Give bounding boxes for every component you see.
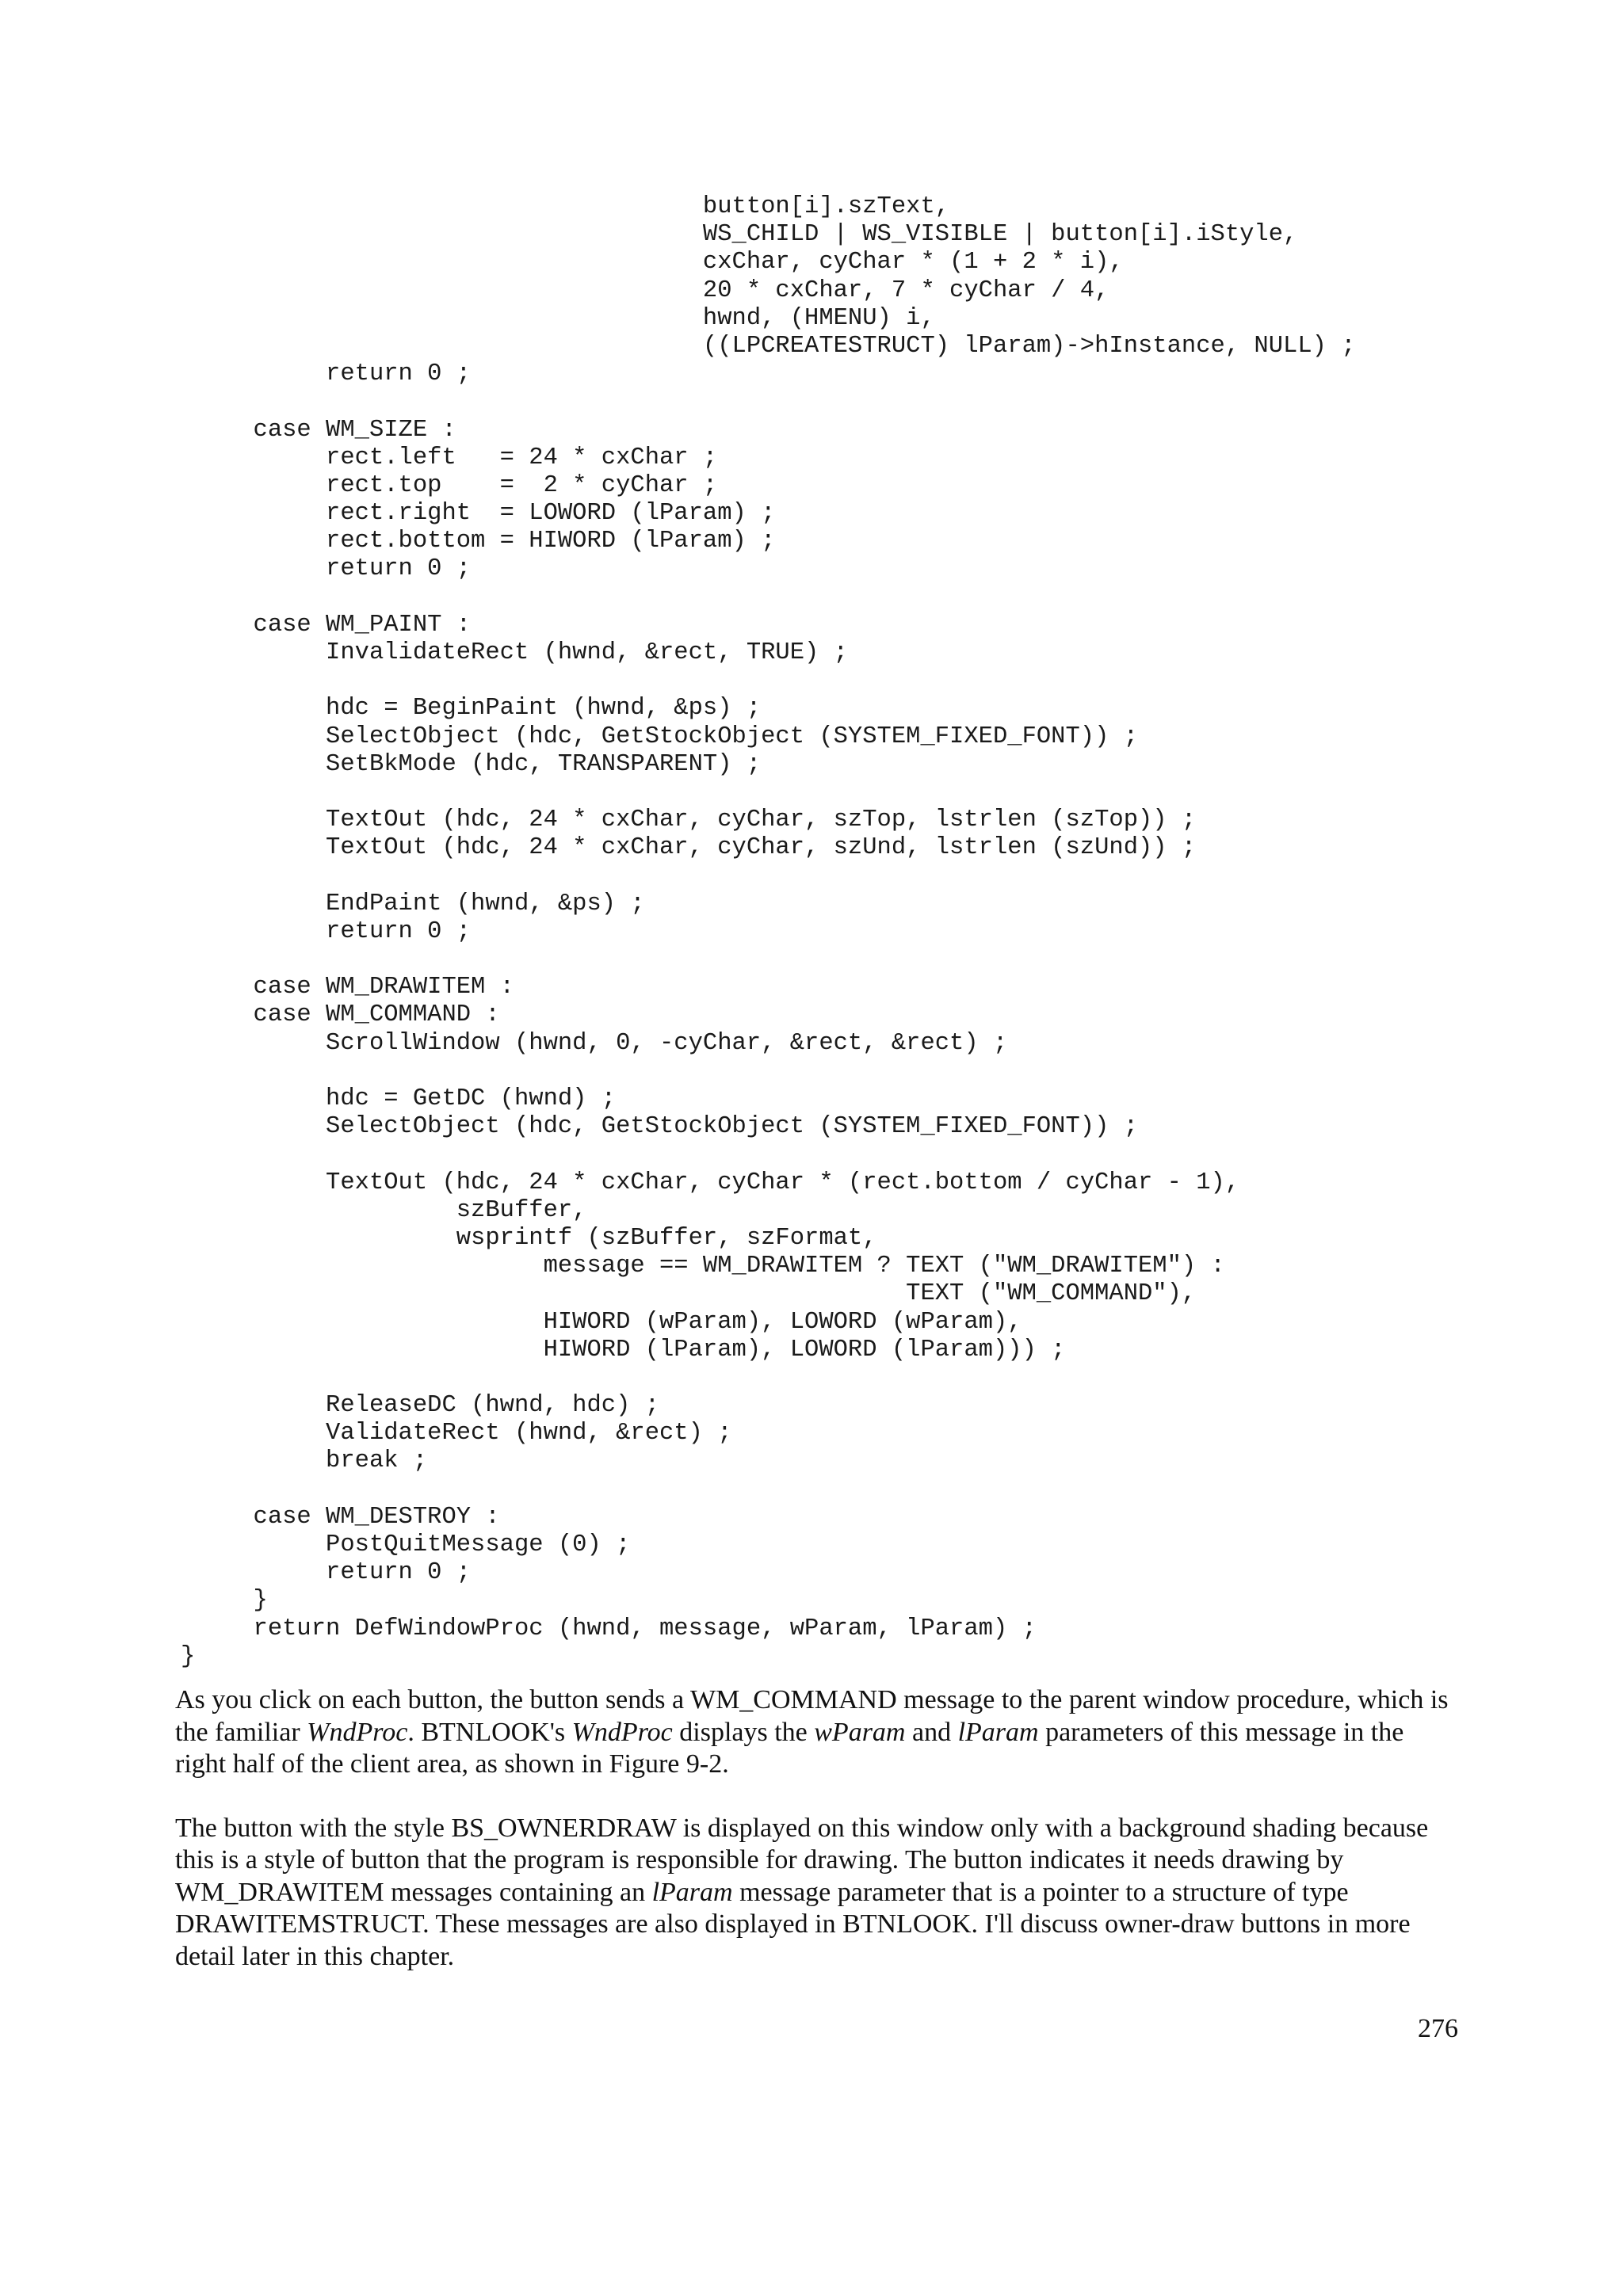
code-line: rect.right = LOWORD (lParam) ; [181, 500, 776, 528]
code-line: hwnd, (HMENU) i, [181, 304, 935, 332]
italic-term: WndProc [307, 1717, 408, 1747]
code-line: TextOut (hdc, 24 * cxChar, cyChar, szUnd, lstrlen (szUnd)) ; [181, 834, 1197, 862]
code-line: message == WM_DRAWITEM ? TEXT ("WM_DRAWITEM") : [181, 1253, 1225, 1280]
text-run: message parameter that is a pointer to a structure of type DRAWITEMSTRUCT. These messages are also displayed in BTNLOOK. I'll discuss owner-draw buttons in more detail later in this chapter. [175, 1877, 1411, 1971]
code-line: case WM_SIZE : [181, 416, 456, 444]
paragraph [175, 1813, 1459, 1974]
text-run: As you click on each button, the button sends a WM_COMMAND message to the parent window procedure, which is the familiar [175, 1685, 1449, 1747]
code-line: InvalidateRect (hwnd, &rect, TRUE) ; [181, 639, 848, 666]
code-line: ScrollWindow (hwnd, 0, -cyChar, &rect, &rect) ; [181, 1029, 1008, 1057]
code-line: break ; [181, 1447, 428, 1475]
code-line: ((LPCREATESTRUCT) lParam)->hInstance, NULL) ; [181, 332, 1356, 360]
text-run: . BTNLOOK's [407, 1717, 572, 1747]
code-line: } [181, 1642, 196, 1670]
text-run: and [905, 1717, 958, 1747]
code-line: return 0 ; [181, 555, 472, 583]
code-line [181, 1364, 1356, 1392]
code-line: 20 * cxChar, 7 * cyChar / 4, [181, 277, 1109, 304]
code-line: ReleaseDC (hwnd, hdc) ; [181, 1392, 659, 1420]
code-line: HIWORD (wParam), LOWORD (wParam), [181, 1308, 1022, 1336]
code-line: return DefWindowProc (hwnd, message, wParam, lParam) ; [181, 1615, 1037, 1642]
code-line [181, 1476, 1356, 1504]
code-line: SelectObject (hdc, GetStockObject (SYSTEM_FIXED_FONT)) ; [181, 723, 1138, 750]
code-line [181, 388, 1356, 416]
text-run: displays the [672, 1717, 815, 1747]
code-line: SetBkMode (hdc, TRANSPARENT) ; [181, 750, 762, 778]
code-line: case WM_PAINT : [181, 611, 472, 639]
body-text [175, 1684, 1459, 2004]
italic-term: wParam [814, 1717, 906, 1747]
code-line: wsprintf (szBuffer, szFormat, [181, 1224, 877, 1252]
code-line: button[i].szText, [181, 193, 950, 220]
code-line: TextOut (hdc, 24 * cxChar, cyChar * (rect.bottom / cyChar - 1), [181, 1169, 1240, 1196]
code-line [181, 863, 1356, 891]
code-line: TEXT ("WM_COMMAND"), [181, 1280, 1197, 1308]
code-line: rect.top = 2 * cyChar ; [181, 471, 718, 499]
italic-term: lParam [957, 1717, 1039, 1747]
page-number: 276 [1418, 2014, 1458, 2043]
code-line: PostQuitMessage (0) ; [181, 1531, 631, 1558]
code-line [181, 584, 1356, 612]
code-line: WS_CHILD | WS_VISIBLE | button[i].iStyle, [181, 221, 1298, 249]
code-line: return 0 ; [181, 917, 472, 945]
code-line: szBuffer, [181, 1196, 587, 1224]
code-line: cxChar, cyChar * (1 + 2 * i), [181, 249, 1124, 277]
italic-term: lParam [651, 1877, 733, 1907]
code-line [181, 1058, 1356, 1085]
code-line [181, 946, 1356, 974]
text-run: parameters of this message in the right half of the client area, as shown in Figure 9-2. [175, 1717, 1404, 1779]
code-line: hdc = BeginPaint (hwnd, &ps) ; [181, 695, 762, 723]
code-line [181, 779, 1356, 807]
code-listing [181, 193, 1356, 1671]
code-line: EndPaint (hwnd, &ps) ; [181, 890, 645, 917]
code-line: ValidateRect (hwnd, &rect) ; [181, 1420, 732, 1447]
code-line [181, 1141, 1356, 1169]
code-line [181, 667, 1356, 695]
code-line: case WM_DESTROY : [181, 1503, 500, 1531]
code-line: HIWORD (lParam), LOWORD (lParam))) ; [181, 1336, 1066, 1363]
code-line: rect.left = 24 * cxChar ; [181, 444, 718, 471]
paragraph [175, 1684, 1459, 1781]
code-line: rect.bottom = HIWORD (lParam) ; [181, 528, 776, 555]
code-line: return 0 ; [181, 1559, 472, 1587]
code-line: case WM_DRAWITEM : [181, 974, 514, 1001]
code-line: case WM_COMMAND : [181, 1001, 500, 1029]
code-line: return 0 ; [181, 360, 472, 388]
code-line: hdc = GetDC (hwnd) ; [181, 1085, 617, 1112]
code-line: } [181, 1587, 268, 1615]
code-line: SelectObject (hdc, GetStockObject (SYSTEM_FIXED_FONT)) ; [181, 1113, 1138, 1141]
italic-term: WndProc [571, 1717, 673, 1747]
text-run: The button with the style BS_OWNERDRAW is displayed on this window only with a background shading because this is a style of button that the program is responsible for drawing. The button indicates it needs drawing by WM_DRAWITEM messages containing an [175, 1813, 1429, 1907]
code-line: TextOut (hdc, 24 * cxChar, cyChar, szTop, lstrlen (szTop)) ; [181, 807, 1197, 834]
